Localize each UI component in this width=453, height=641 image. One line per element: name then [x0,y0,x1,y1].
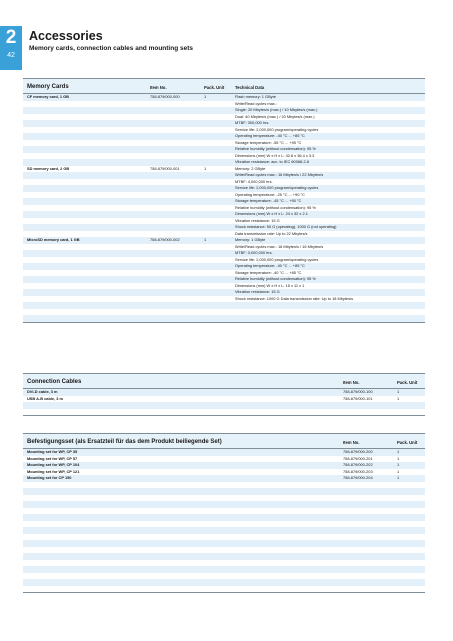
cell-technical-data: Relative humidity (without condensation): 95 % [235,204,316,210]
cell-technical-data: Storage temperature: -40 °C ... +85 °C [235,269,302,275]
page-number: 42 [7,52,15,59]
cell-technical-data: Storage temperature: -55 °C ... +95 °C [235,139,302,145]
cell-technical-data: Dimensions (mm) W x H x L: 42.8 x 36.4 x 3.3 [235,152,315,158]
cell-article: Mounting set for WP, CP 104 [27,462,80,467]
cell-technical-data: Vibration resistance: 15 G [235,289,280,294]
cell-technical-data: MTBF: 3,000,000 hrs. [235,250,273,255]
cell-item-no: 758-879/000-202 [343,462,373,467]
cell-item-no: 758-879/000-100 [343,389,373,394]
cell-article: USB A-B cable, 3 m [27,395,63,401]
table-row [23,315,425,322]
cell-pack-unit: 1 [397,468,400,474]
cell-pack-unit: 1 [397,462,400,467]
cell-article: Mounting set for WP, CP 35 [27,449,78,454]
cell-pack-unit: 1 [204,165,207,171]
cell-technical-data: Dimensions (mm) W x H x L: 15 x 11 x 1 [235,282,305,288]
cell-technical-data: Dimensions (mm) W x H x L: 24 x 32 x 2.1 [235,211,308,216]
memory-cards-header [23,78,425,94]
cell-technical-data: Data transmission rate: Up to 22 Mbytes/s [235,230,308,236]
cell-article: DVI-D cable, 3 m [27,389,58,394]
cell-item-no: 758-879/000-101 [343,395,373,401]
col-header-item-no: Item No. [150,85,167,90]
cell-article: MicroSD memory card, 1 GB [27,237,80,242]
cell-article: SD memory card, 2 GB [27,165,70,171]
cell-technical-data: Service life: 2,000,000 program/operating cycles [235,126,319,132]
chapter-number: 2 [5,27,17,48]
page-title: Accessories [29,29,103,43]
memory-cards-title: Memory Cards [27,84,69,90]
cell-technical-data: Memory: 1 GByte [235,237,266,242]
mounting-sets-header [23,433,425,449]
cell-technical-data: Vibration resistance: acc. to IEC 60068-2-6 [235,159,310,164]
cell-item-no: 758-879/000-000 [150,94,180,99]
cell-technical-data: MTBF: 300,000 hrs. [235,120,270,125]
connection-cables-footer-rule [23,415,425,416]
connection-cables-section [23,373,425,416]
mounting-sets-section [23,433,425,593]
cell-technical-data: Shock resistance: 1000 G Data transmission rate: Up to 18 Mbytes/s [235,295,354,301]
cell-technical-data: Service life: 2,000,000 program/operating cycles [235,185,319,190]
cell-pack-unit: 1 [397,395,400,401]
cell-technical-data: Relative humidity (without condensation): 95 % [235,146,316,151]
cell-pack-unit: 1 [397,389,400,394]
cell-article: CF memory card, 1 GB [27,94,69,99]
cell-article: Mounting set for CP 150 [27,475,72,480]
col-header-item-no: Item No. [343,380,360,385]
memory-cards-table [23,94,425,322]
cell-pack-unit: 1 [204,237,207,242]
cell-technical-data: MTBF: 4,000,000 hrs. [235,178,273,184]
cell-technical-data: Service life: 2,000,000 program/operating cycles [235,256,319,262]
cell-pack-unit: 1 [397,475,400,480]
cell-technical-data: Operating temperature: -25 °C ... +90 °C [235,191,305,197]
cell-item-no: 758-879/000-002 [150,237,180,242]
cell-item-no: 758-879/000-201 [343,455,373,461]
cell-technical-data: Write/Read cycles max.: 18 Mbytes/s / 16 Mbytes/s [235,243,324,249]
cell-technical-data: Operating temperature: -40 °C ... +85 °C [235,133,305,138]
cell-technical-data: Storage temperature: -45 °C ... +90 °C [235,198,302,203]
cell-item-no: 758-879/000-204 [343,475,373,480]
page-subtitle: Memory cards, connection cables and mounting sets [29,45,193,52]
cell-pack-unit: 1 [204,94,207,99]
col-header-pack-unit: Pack. Unit [397,440,418,445]
table-row [23,586,425,593]
cell-technical-data: Vibration resistance: 15 G [235,217,280,223]
cell-article: Mounting set for WP, CP 121 [27,468,80,474]
chapter-tab [0,26,22,70]
cell-pack-unit: 1 [397,449,400,454]
col-header-pack-unit: Pack. Unit [397,380,418,385]
cell-technical-data: Shock resistance: 50 G (operating), 1000 G (not operating) [235,224,337,229]
memory-cards-footer-rule [23,322,425,323]
cell-item-no: 758-879/000-203 [343,468,373,474]
connection-cables-title: Connection Cables [27,379,82,385]
cell-item-no: 758-879/000-200 [343,449,373,454]
connection-cables-table [23,389,425,415]
cell-technical-data: Operating temperature: -40 °C ... +85 °C [235,263,305,268]
cell-article: Mounting set for WP, CP 57 [27,455,78,461]
connection-cables-header [23,373,425,389]
cell-technical-data: Flash memory: 1 GByte [235,94,276,99]
col-header-item-no: Item No. [343,440,360,445]
cell-technical-data: Dual: 40 Mbytes/s (max.) / 20 Mbytes/s (max.) [235,113,315,119]
cell-technical-data: Relative humidity (without condensation): 95 % [235,276,316,281]
cell-technical-data: Memory: 2 GByte [235,165,266,171]
cell-item-no: 758-879/000-001 [150,165,180,171]
cell-technical-data: Write/Read cycles max.: 16 Mbytes/s / 22 Mbytes/s [235,172,324,177]
col-header-pack-unit: Pack. Unit [204,85,225,90]
mounting-sets-table [23,449,425,592]
memory-cards-section [23,78,425,323]
cell-technical-data: Write/Read cycles max.: [235,100,277,106]
table-row [23,409,425,416]
mounting-sets-title: Befestigungsset (als Ersatzteil für das dem Produkt beiliegende Set) [27,439,222,445]
cell-pack-unit: 1 [397,455,400,461]
mounting-sets-footer-rule [23,592,425,593]
cell-technical-data: Single: 20 Mbytes/s (max.) / 10 Mbytes/s (max.) [235,107,318,112]
col-header-technical-data: Technical Data [235,85,265,90]
